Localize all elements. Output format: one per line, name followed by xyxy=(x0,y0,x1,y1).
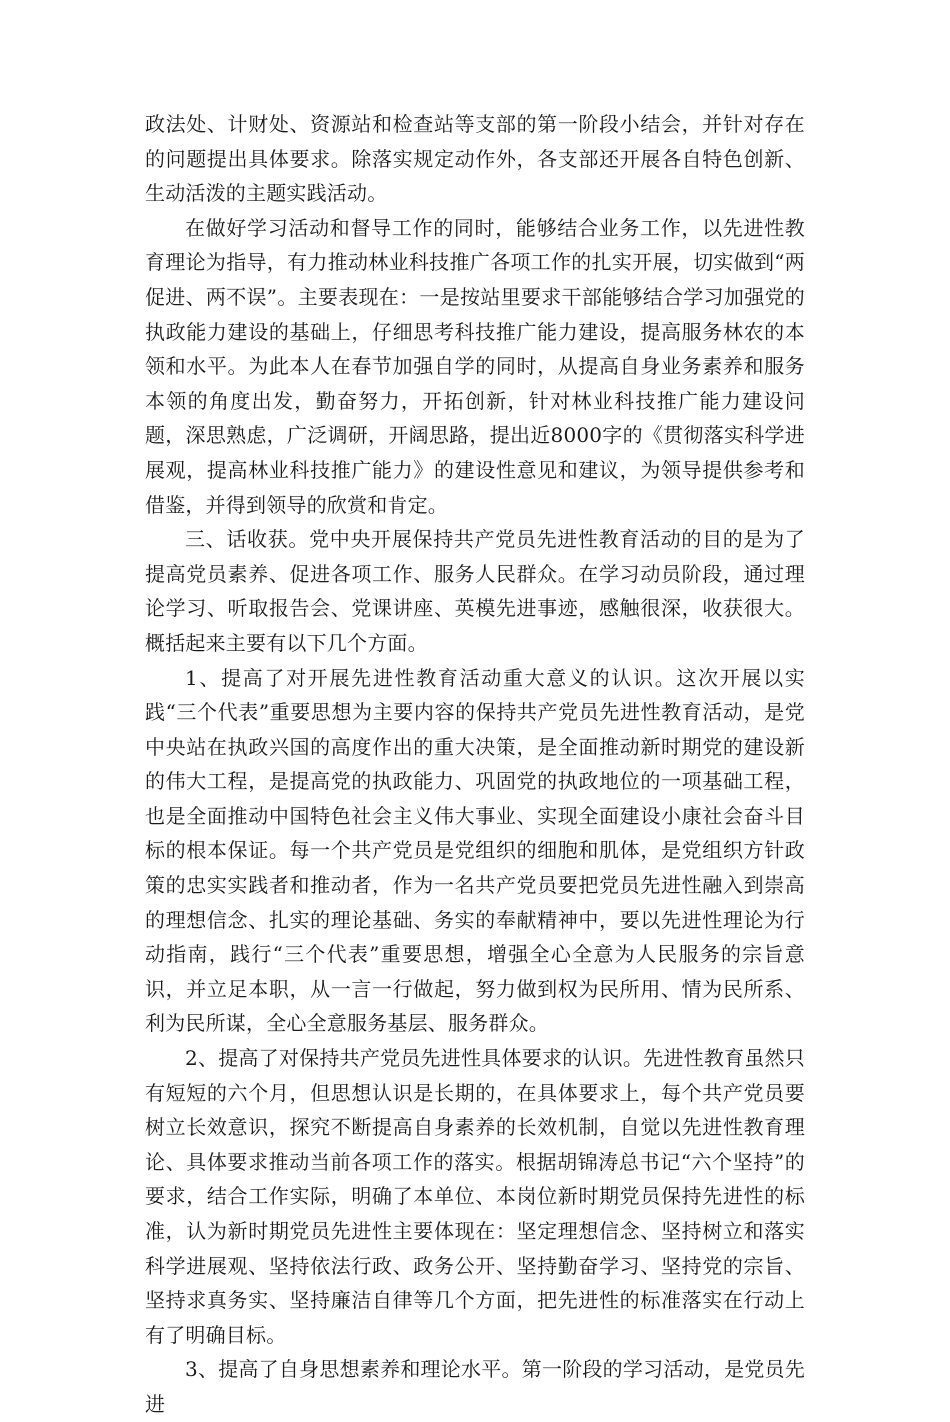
paragraph-point-three: 3、提高了自身思想素养和理论水平。第一阶段的学习活动，是党员先进 xyxy=(145,1357,805,1416)
paragraph-branch-summary: 政法处、计财处、资源站和检查站等支部的第一阶段小结会，并针对存在的问题提出具体要求。除落实规定动作外，各支部还开展各自特色创新、生动活泼的主题实践活动。 xyxy=(145,112,805,206)
paragraph-section-three-harvest: 三、话收获。党中央开展保持共产党员先进性教育活动的目的是为了提高党员素养、促进各项工作、服务人民群众。在学习动员阶段，通过理论学习、听取报告会、党课讲座、英模先进事迹，感触很深，收获很大。概括起来主要有以下几个方面。 xyxy=(145,527,805,655)
paragraph-work-integration: 在做好学习活动和督导工作的同时，能够结合业务工作，以先进性教育理论为指导，有力推动林业科技推广各项工作的扎实开展，切实做到“两促进、两不误”。主要表现在：一是按站里要求干部能够结合学习加强党的执政能力建设的基础上，仔细思考科技推广能力建设，提高服务林农的本领和水平。为此本人在春节加强自学的同时，从提高自身业务素养和服务本领的角度出发，勤奋努力，开拓创新，针对林业科技推广能力建设问题，深思熟虑，广泛调研，开阔思路，提出近8000字的《贯彻落实科学进展观，提高林业科技推广能力》的建设性意见和建议，为领导提供参考和借鉴，并得到领导的欣赏和肯定。 xyxy=(145,215,805,517)
paragraph-point-one: 1、提高了对开展先进性教育活动重大意义的认识。这次开展以实践“三个代表”重要思想为主要内容的保持共产党员先进性教育活动，是党中央站在执政兴国的高度作出的重大决策，是全面推动新时期党的建设新的伟大工程，是提高党的执政能力、巩固党的执政地位的一项基础工程，也是全面推动中国特色社会主义伟大事业、实现全面建设小康社会奋斗目标的根本保证。每一个共产党员是党组织的细胞和肌体，是党组织方针政策的忠实实践者和推动者，作为一名共产党员要把党员先进性融入到崇高的理想信念、扎实的理论基础、务实的奉献精神中，要以先进性理论为行动指南，践行“三个代表”重要思想，增强全心全意为人民服务的宗旨意识，并立足本职，从一言一行做起，努力做到权为民所用、情为民所系、利为民所谋，全心全意服务基层、服务群众。 xyxy=(145,665,805,1036)
document-page xyxy=(145,107,805,1422)
paragraph-point-two: 2、提高了对保持共产党员先进性具体要求的认识。先进性教育虽然只有短短的六个月，但思想认识是长期的，在具体要求上，每个共产党员要树立长效意识，探究不断提高自身素养的长效机制，自觉以先进性教育理论、具体要求推动当前各项工作的落实。根据胡锦涛总书记“六个坚持”的要求，结合工作实际，明确了本单位、本岗位新时期党员保持先进性的标准，认为新时期党员先进性主要体现在：坚定理想信念、坚持树立和落实科学进展观、坚持依法行政、政务公开、坚持勤奋学习、坚持党的宗旨、坚持求真务实、坚持廉洁自律等几个方面，把先进性的标准落实在行动上有了明确目标。 xyxy=(145,1046,805,1347)
